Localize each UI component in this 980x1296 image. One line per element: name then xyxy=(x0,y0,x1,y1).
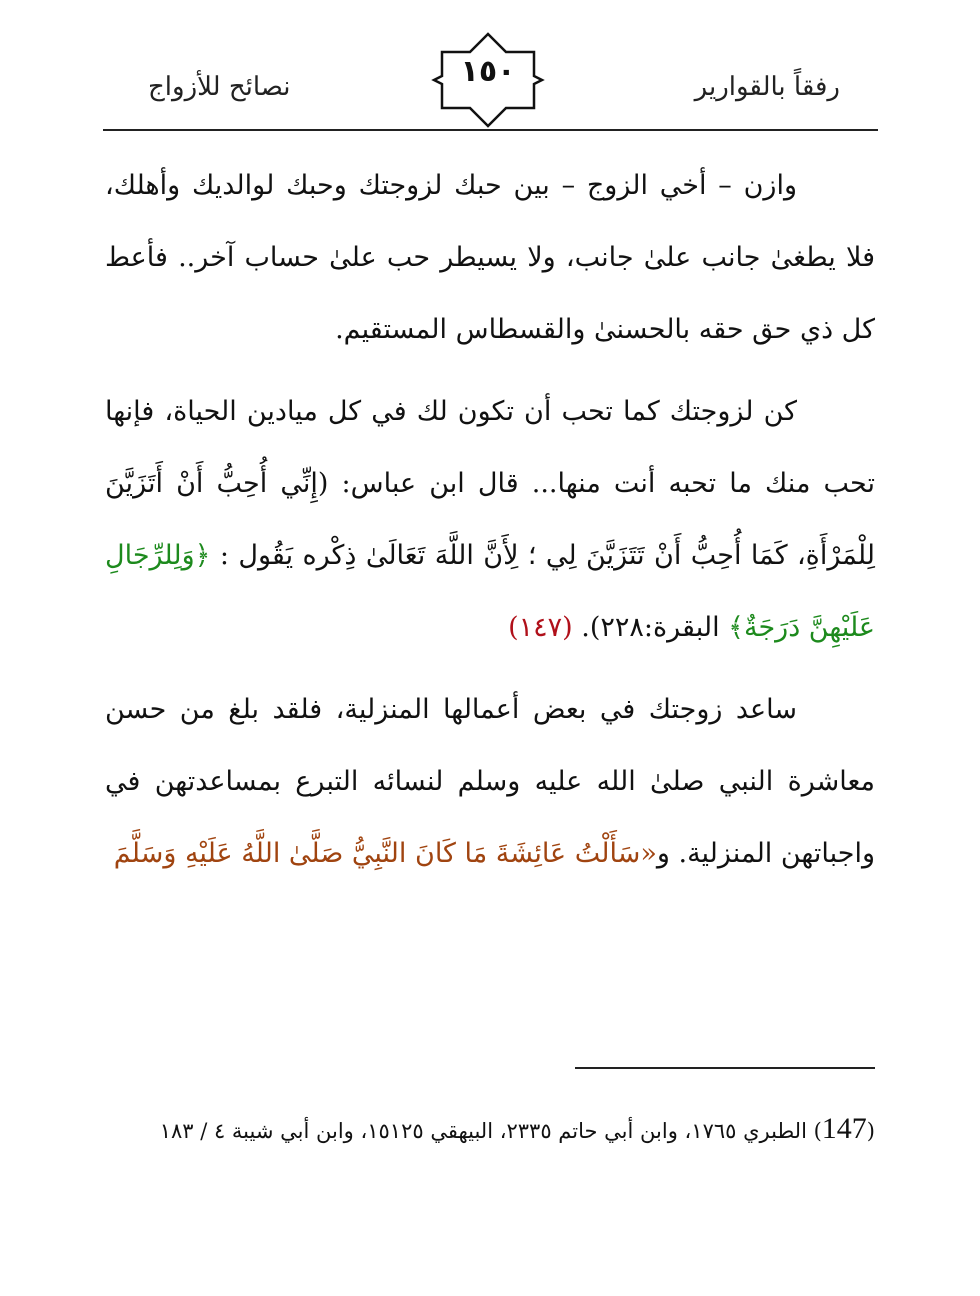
quran-verse: ﴿وَلِلرِّجَالِ عَلَيْهِنَّ دَرَجَةٌ﴾ xyxy=(105,540,875,643)
verse-source: البقرة:٢٢٨). xyxy=(572,612,729,643)
hadith-quote: «سَأَلْتُ عَائِشَةَ مَا كَانَ النَّبِيُّ صَلَّىٰ اللَّهُ عَلَيْهِ وَسَلَّمَ xyxy=(113,838,657,869)
book-title: رفقاً بالقوارير xyxy=(694,72,840,102)
paragraph-3-text: ساعد زوجتك في بعض أعمالها المنزلية، فلقد بلغ من حسن معاشرة النبي صلىٰ الله عليه وسلم لنسائه التبرع بمساعدتهن في واجباتهن المنزلية. و xyxy=(105,694,875,869)
paragraph-3 xyxy=(105,674,875,890)
paragraph-2-text: كن لزوجتك كما تحب أن تكون لك في كل ميادين الحياة، فإنها تحب منك ما تحبه أنت منها... قال ابن عباس: (إِنِّي أُحِبُّ أَنْ أَتَزَيَّنَ لِلْمَرْأَةِ، كَمَا أُحِبُّ أَنْ تَتَزَيَّنَ لِي ؛ لِأَنَّ اللَّهَ تَعَالَىٰ ذِكْره يَقُول : xyxy=(105,396,875,571)
page-number: ١٥٠ xyxy=(460,54,516,89)
footnote: (147) الطبري ١٧٦٥، وابن أبي حاتم ٢٣٣٥، البيهقي ١٥١٢٥، وابن أبي شيبة ٤ / ١٨٣ xyxy=(159,1112,875,1145)
chapter-title: نصائح للأزواج xyxy=(148,72,291,102)
footnote-divider xyxy=(575,1067,875,1069)
paragraph-2 xyxy=(105,376,875,664)
main-text xyxy=(105,150,875,900)
paragraph-1: وازن – أخي الزوج – بين حبك لزوجتك وحبك لوالديك وأهلك، فلا يطغىٰ جانب علىٰ جانب، ولا يسيطر حب علىٰ حساب آخر.. فأعط كل ذي حق حقه بالحسنىٰ والقسطاس المستقيم. xyxy=(105,170,875,345)
footnote-text: الطبري ١٧٦٥، وابن أبي حاتم ٢٣٣٥، البيهقي ١٥١٢٥، وابن أبي شيبة ٤ / ١٨٣ xyxy=(159,1119,807,1143)
header-divider xyxy=(103,129,878,131)
page-header xyxy=(0,0,980,140)
footnote-number: 147 xyxy=(821,1112,867,1145)
footnote-reference[interactable]: (١٤٧) xyxy=(508,612,573,643)
